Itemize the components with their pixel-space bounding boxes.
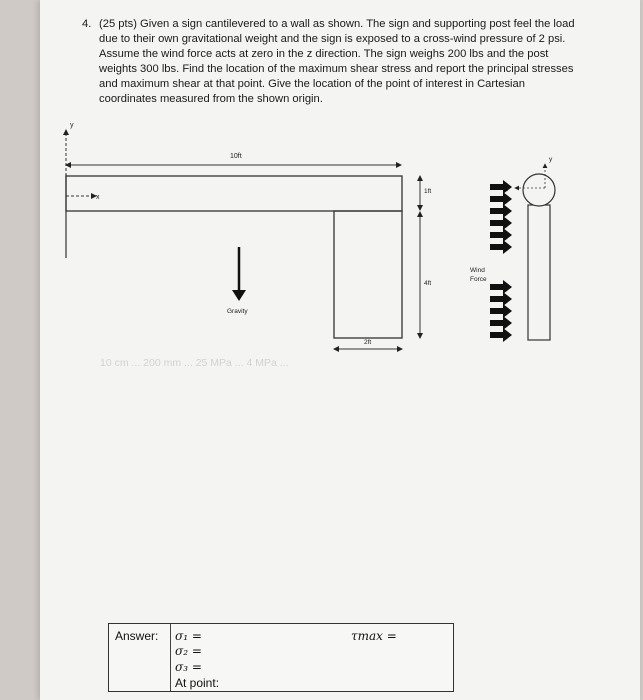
wind-arrow — [490, 316, 512, 330]
wind-arrow — [490, 328, 512, 342]
side-sign-circle — [523, 174, 555, 206]
side-y-label: y — [549, 156, 553, 163]
wind-arrow — [490, 240, 512, 254]
wind-arrow — [490, 292, 512, 306]
wind-arrow — [490, 192, 512, 206]
dim-10ft-label: 10ft — [230, 153, 242, 160]
support-post — [334, 211, 402, 338]
wind-arrow — [490, 180, 512, 194]
sign-beam — [66, 176, 402, 211]
wind-label-line1: Wind — [470, 267, 485, 274]
wind-arrow — [490, 280, 512, 294]
wind-arrow — [490, 204, 512, 218]
tau-max-field[interactable]: τmax = — [351, 629, 397, 643]
dim-4ft-label: 4ft — [424, 280, 432, 287]
wind-arrows — [490, 180, 512, 342]
x-axis-label: x — [96, 194, 100, 201]
bleed-through-text: 10 cm ... 200 mm ... 25 MPa ... 4 MPa ... — [100, 357, 289, 369]
answer-box — [108, 623, 454, 692]
dim-1ft-label: 1ft — [424, 188, 432, 195]
answer-label: Answer: — [115, 629, 159, 643]
side-post — [528, 205, 550, 340]
sigma1-field[interactable]: σ₁ = — [175, 629, 202, 643]
dim-2ft-label: 2ft — [364, 339, 372, 346]
gravity-label: Gravity — [227, 308, 248, 315]
y-axis-label: y — [70, 122, 74, 129]
wind-arrow — [490, 304, 512, 318]
wind-label-line2: Force — [470, 276, 487, 283]
gravity-arrowhead — [232, 290, 246, 301]
problem-text: (25 pts) Given a sign cantilevered to a wall as shown. The sign and supporting post feel the load due to their own gravitational weight and the sign is exposed to a cross-wind pressure of 2 psi. Assume the wind force acts at zero in the z direction. The sign weighs 200 lbs and the post weights 300 lbs. Find the location of the maximum shear stress and report the principal stresses and maximum shear at that point. Give the location of the point of interest in Cartesian coordinates measured from the shown origin. — [99, 18, 575, 105]
wind-arrow — [490, 228, 512, 242]
at-point-field[interactable]: At point: — [175, 676, 220, 690]
wind-arrow — [490, 216, 512, 230]
sigma2-field[interactable]: σ₂ = — [175, 644, 202, 658]
answer-divider — [170, 624, 171, 691]
sigma3-field[interactable]: σ₃ = — [175, 660, 202, 674]
problem-number: 4. — [82, 18, 92, 30]
